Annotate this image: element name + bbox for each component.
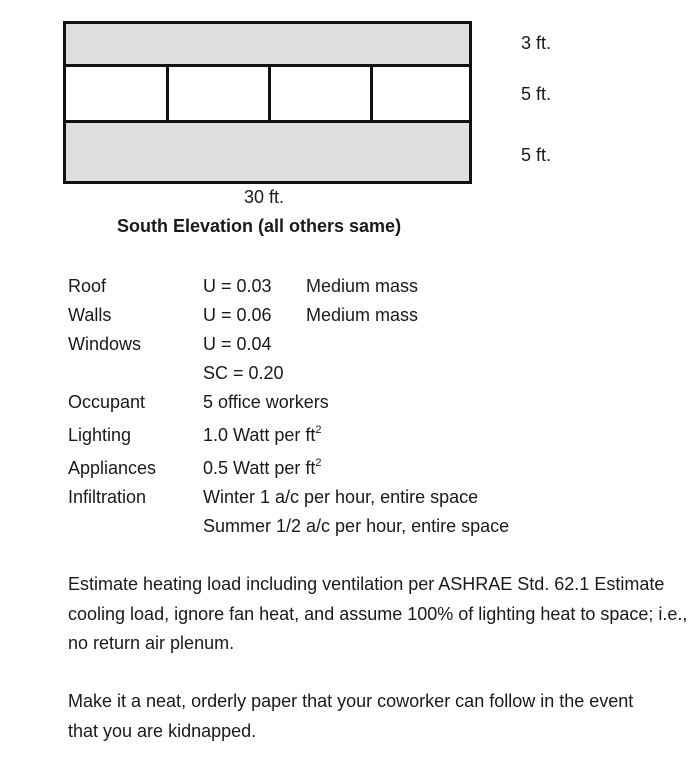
dim-width: 30 ft. [244, 187, 285, 207]
walls-u-value: U = 0.06 [203, 305, 272, 325]
elevation-caption: South Elevation (all others same) [117, 216, 402, 236]
top-wall-band [66, 24, 469, 67]
appliances-value [203, 458, 322, 479]
walls-label: Walls [68, 305, 112, 325]
lighting-value-text: 1.0 Watt per ft [203, 425, 316, 445]
occupant-label: Occupant [68, 392, 146, 412]
roof-label: Roof [68, 276, 107, 296]
walls-mass: Medium mass [306, 305, 419, 325]
bottom-wall-band [66, 120, 469, 181]
roof-mass: Medium mass [306, 276, 419, 296]
windows-label: Windows [68, 334, 142, 354]
occupant-value: 5 office workers [203, 392, 329, 412]
dim-top-band: 3 ft. [521, 33, 552, 53]
window-mullion [166, 67, 169, 123]
instruction-paragraph-1: Estimate heating load including ventilation per ASHRAE Std. 62.1 Estimate cooling load, ignore fan heat, and assume 100% of lighting heat to space; i.e., no return air plenum. [68, 574, 688, 653]
windows-shading-coefficient: SC = 0.20 [203, 363, 284, 383]
infiltration-summer: Summer 1/2 a/c per hour, entire space [203, 516, 510, 536]
appliances-exponent: 2 [315, 457, 322, 469]
infiltration-label: Infiltration [68, 487, 147, 507]
lighting-value [203, 425, 322, 446]
lighting-exponent: 2 [315, 424, 322, 436]
infiltration-winter: Winter 1 a/c per hour, entire space [203, 487, 479, 507]
window-mullion [370, 67, 373, 123]
lighting-label: Lighting [68, 425, 132, 445]
windows-u-value: U = 0.04 [203, 334, 272, 354]
instruction-paragraph-2: Make it a neat, orderly paper that your coworker can follow in the event that you are kidnapped. [68, 691, 634, 741]
appliances-label: Appliances [68, 458, 157, 478]
appliances-value-text: 0.5 Watt per ft [203, 458, 316, 478]
window-mullion [268, 67, 271, 123]
south-elevation-diagram [63, 21, 472, 184]
dim-bottom-band: 5 ft. [521, 145, 552, 165]
dim-window-band: 5 ft. [521, 84, 552, 104]
roof-u-value: U = 0.03 [203, 276, 272, 296]
